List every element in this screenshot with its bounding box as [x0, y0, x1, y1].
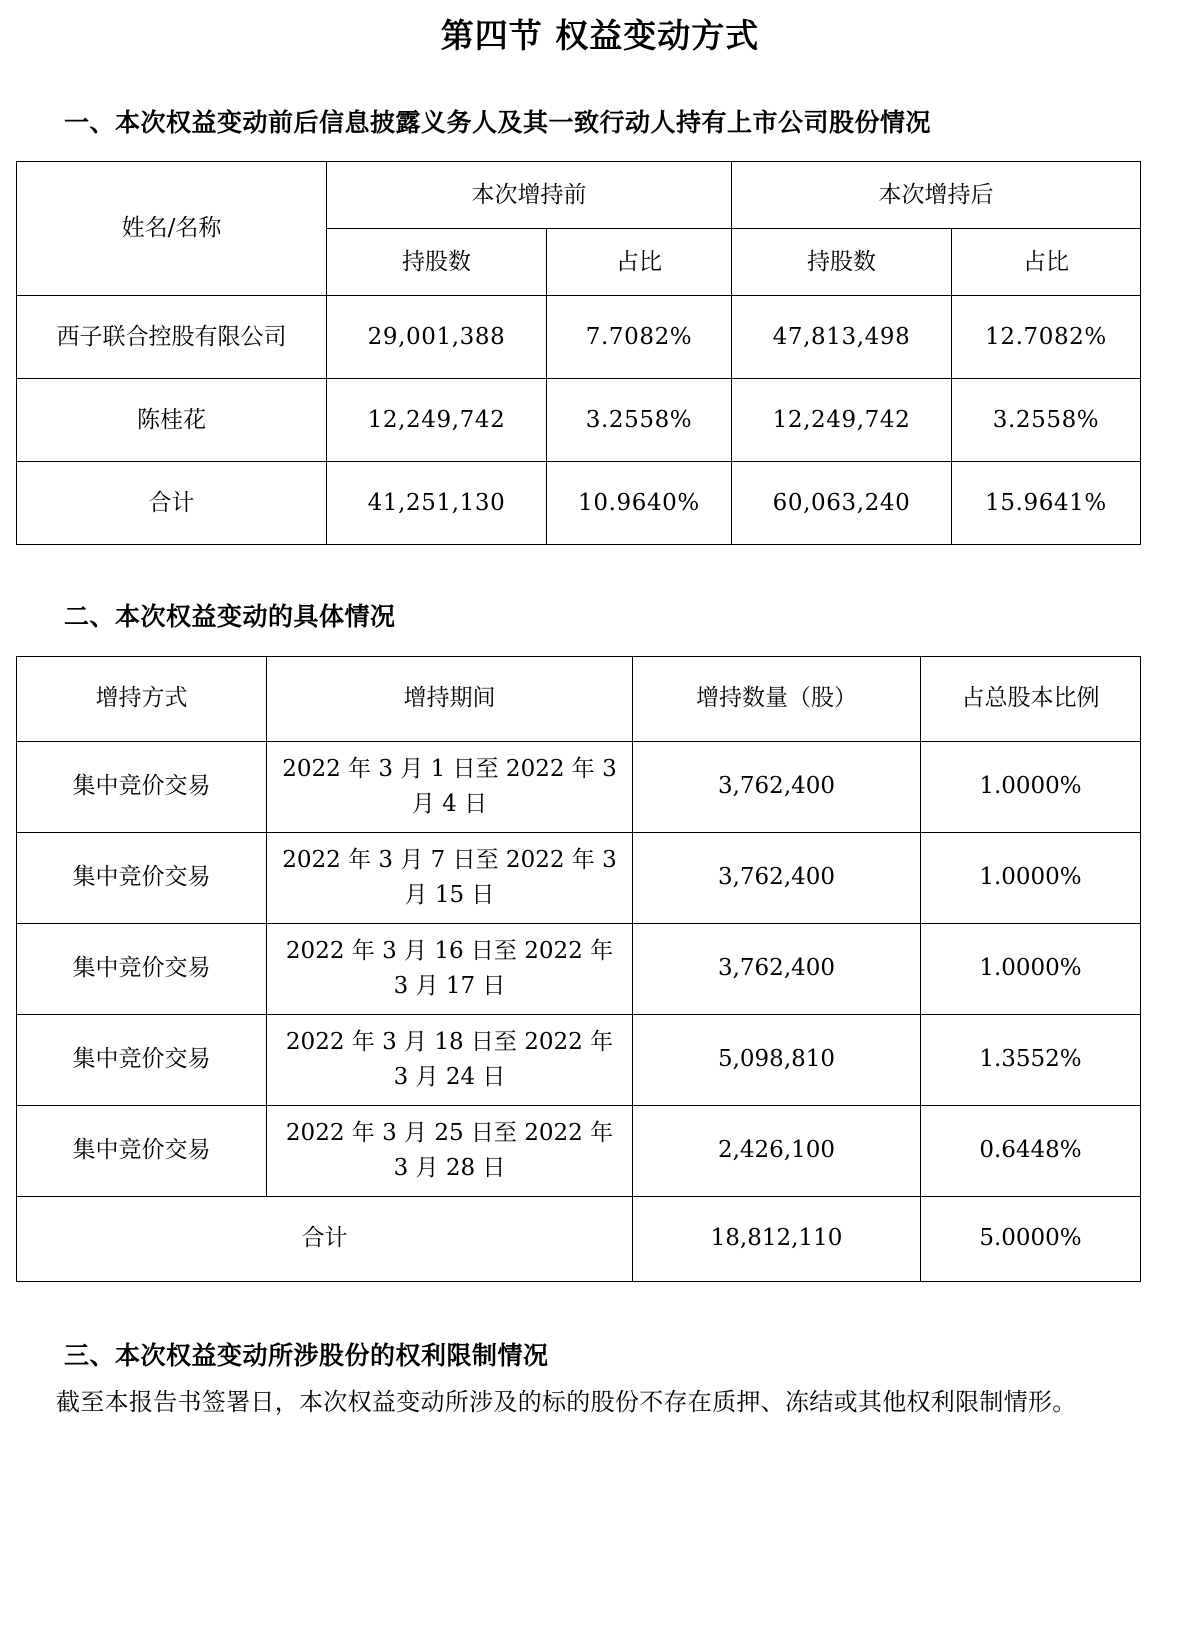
col-header-before-ratio: 占比: [547, 229, 732, 296]
page-title: 第四节 权益变动方式: [440, 16, 760, 55]
table-row: [17, 1105, 1141, 1196]
col-header-quantity: 增持数量（股）: [633, 656, 921, 741]
cell-total-quantity: 18,812,110: [633, 1196, 921, 1281]
cell-before-ratio: 7.7082%: [547, 296, 732, 379]
shareholding-table: [16, 161, 1141, 545]
cell-ratio: 1.0000%: [921, 923, 1141, 1014]
cell-period: 2022 年 3 月 1 日至 2022 年 3 月 4 日: [267, 741, 633, 832]
cell-method: 集中竞价交易: [17, 832, 267, 923]
cell-period: 2022 年 3 月 25 日至 2022 年 3 月 28 日: [267, 1105, 633, 1196]
cell-name: 合计: [17, 462, 327, 545]
table-row: [17, 923, 1141, 1014]
cell-total-ratio: 5.0000%: [921, 1196, 1141, 1281]
col-header-after-ratio: 占比: [952, 229, 1141, 296]
cell-ratio: 1.3552%: [921, 1014, 1141, 1105]
table-row: [17, 832, 1141, 923]
col-header-before-group: 本次增持前: [327, 162, 732, 229]
cell-quantity: 2,426,100: [633, 1105, 921, 1196]
table-total-row: [17, 1196, 1141, 1281]
cell-method: 集中竞价交易: [17, 923, 267, 1014]
section-heading-3: 三、本次权益变动所涉股份的权利限制情况: [64, 1340, 549, 1370]
increase-detail-table: [16, 656, 1141, 1282]
cell-name: 陈桂花: [17, 379, 327, 462]
table-row: [17, 379, 1141, 462]
cell-after-shares: 12,249,742: [732, 379, 952, 462]
table-header-row: [17, 656, 1141, 741]
cell-quantity: 3,762,400: [633, 741, 921, 832]
col-header-before-shares: 持股数: [327, 229, 547, 296]
col-header-period: 增持期间: [267, 656, 633, 741]
cell-after-shares: 47,813,498: [732, 296, 952, 379]
cell-method: 集中竞价交易: [17, 741, 267, 832]
cell-quantity: 3,762,400: [633, 923, 921, 1014]
col-header-ratio: 占总股本比例: [921, 656, 1141, 741]
cell-before-shares: 41,251,130: [327, 462, 547, 545]
cell-before-ratio: 3.2558%: [547, 379, 732, 462]
cell-method: 集中竞价交易: [17, 1105, 267, 1196]
cell-ratio: 0.6448%: [921, 1105, 1141, 1196]
col-header-name: 姓名/名称: [17, 162, 327, 296]
cell-after-ratio: 3.2558%: [952, 379, 1141, 462]
cell-period: 2022 年 3 月 18 日至 2022 年 3 月 24 日: [267, 1014, 633, 1105]
cell-period: 2022 年 3 月 7 日至 2022 年 3 月 15 日: [267, 832, 633, 923]
cell-before-ratio: 10.9640%: [547, 462, 732, 545]
table-header-row: [17, 162, 1141, 229]
cell-before-shares: 12,249,742: [327, 379, 547, 462]
cell-total-label: 合计: [17, 1196, 633, 1281]
table-row: [17, 1014, 1141, 1105]
cell-ratio: 1.0000%: [921, 832, 1141, 923]
col-header-after-group: 本次增持后: [732, 162, 1141, 229]
col-header-method: 增持方式: [17, 656, 267, 741]
table-row: [17, 296, 1141, 379]
table-total-row: [17, 462, 1141, 545]
section-heading-1: 一、本次权益变动前后信息披露义务人及其一致行动人持有上市公司股份情况: [64, 107, 932, 137]
cell-before-shares: 29,001,388: [327, 296, 547, 379]
cell-period: 2022 年 3 月 16 日至 2022 年 3 月 17 日: [267, 923, 633, 1014]
cell-ratio: 1.0000%: [921, 741, 1141, 832]
paragraph-rights-restriction: 截至本报告书签署日，本次权益变动所涉及的标的股份不存在质押、冻结或其他权利限制情形。: [56, 1388, 1077, 1417]
cell-quantity: 3,762,400: [633, 832, 921, 923]
col-header-after-shares: 持股数: [732, 229, 952, 296]
cell-after-ratio: 15.9641%: [952, 462, 1141, 545]
cell-name: 西子联合控股有限公司: [17, 296, 327, 379]
cell-after-ratio: 12.7082%: [952, 296, 1141, 379]
cell-method: 集中竞价交易: [17, 1014, 267, 1105]
table-row: [17, 741, 1141, 832]
cell-quantity: 5,098,810: [633, 1014, 921, 1105]
section-heading-2: 二、本次权益变动的具体情况: [64, 602, 396, 632]
document-page: [0, 14, 1200, 1652]
cell-after-shares: 60,063,240: [732, 462, 952, 545]
